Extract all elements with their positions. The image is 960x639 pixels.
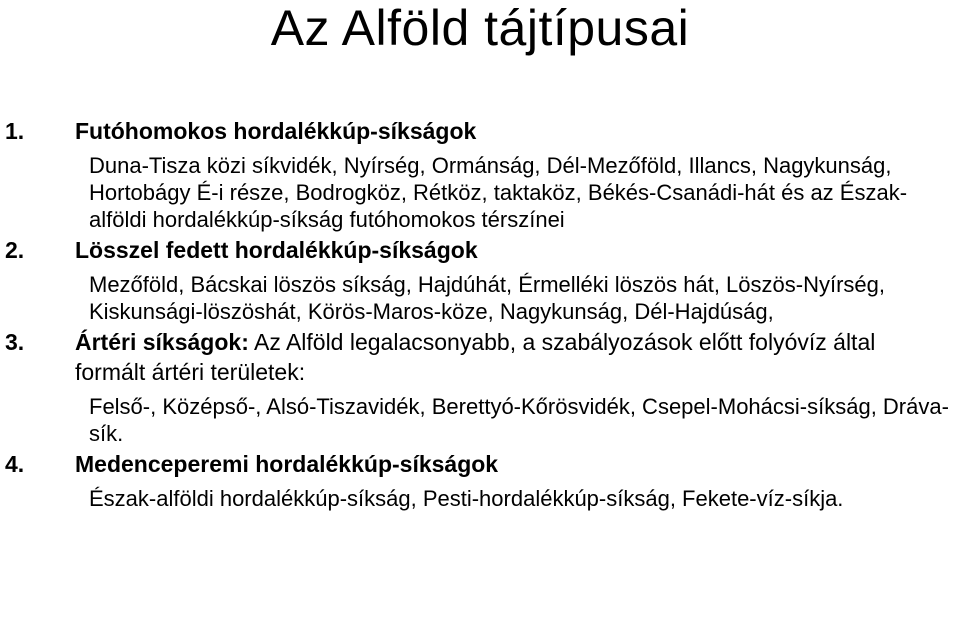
item-sublist-3: Felső-, Középső-, Alsó-Tiszavidék, Berettyó-Kőrösvidék, Csepel-Mohácsi-síkság, Dráva-sík. — [89, 394, 949, 446]
item-heading: Futóhomokos hordalékkúp-síkságok — [75, 118, 477, 144]
list-item-3 — [0, 327, 960, 387]
item-sublist-4: Észak-alföldi hordalékkúp-síkság, Pesti-hordalékkúp-síkság, Fekete-víz-síkja. — [89, 486, 844, 511]
item-sublist-2: Mezőföld, Bácskai löszös síkság, Hajdúhát, Érmelléki löszös hát, Löszös-Nyírség, Kiskunsági-löszöshát, Körös-Maros-köze, Nagykunság, Dél-Hajdúság, — [89, 272, 885, 324]
list-item-2 — [0, 235, 960, 265]
item-heading: Lösszel fedett hordalékkúp-síkságok — [75, 237, 478, 263]
item-number: 2. — [5, 237, 25, 263]
item-number: 3. — [5, 329, 25, 355]
slide-title: Az Alföld tájtípusai — [270, 0, 690, 56]
item-heading: Ártéri síkságok: — [75, 329, 249, 355]
item-heading: Medenceperemi hordalékkúp-síkságok — [75, 451, 499, 477]
item-number: 1. — [5, 118, 25, 144]
item-number: 4. — [5, 451, 25, 477]
item-description: Az Alföld legalacsonyabb, a szabályozások előtt folyóvíz által formált ártéri területek: — [75, 329, 876, 385]
item-sublist-1: Duna-Tisza közi síkvidék, Nyírség, Ormánság, Dél-Mezőföld, Illancs, Nagykunság, Hortobágy É-i része, Bodrogköz, Rétköz, taktaköz, Békés-Csanádi-hát és az Észak-alföldi hordalékkúp-síkság futóhomokos térszínei — [89, 153, 908, 232]
slide-content — [0, 116, 960, 512]
list-item-4 — [0, 449, 960, 479]
list-item-1 — [0, 116, 960, 146]
